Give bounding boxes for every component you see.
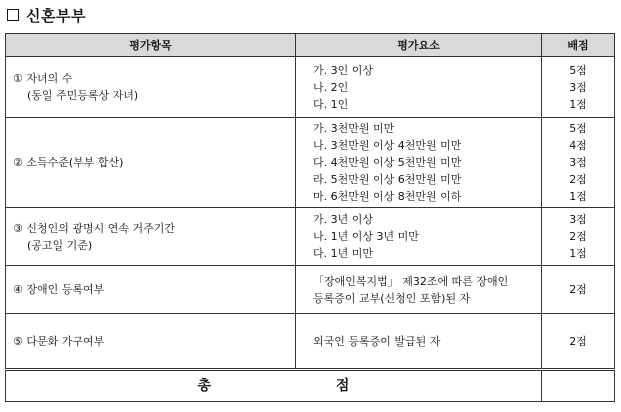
table-row — [6, 118, 615, 208]
table-row — [6, 266, 615, 314]
element-line: 라. 5천만원 이상 6천만원 미만 — [313, 173, 462, 186]
score-cell — [542, 208, 615, 266]
score-cell — [542, 57, 615, 118]
element-line: 「장애인복지법」 제32조에 따른 장애인 — [313, 274, 509, 288]
element-cell — [296, 314, 542, 370]
element-line: 나. 3천만원 이상 4천만원 미만 — [313, 139, 462, 152]
item-cell — [6, 208, 296, 266]
item-cell — [6, 266, 296, 314]
element-line: 가. 3년 이상 — [313, 213, 373, 226]
score-value: 3점 — [569, 80, 587, 94]
score-value: 5점 — [569, 63, 587, 77]
score-cell — [542, 266, 615, 314]
element-line: 마. 6천만원 이상 8천만원 이하 — [313, 190, 462, 203]
element-line: 다. 1년 미만 — [313, 247, 373, 260]
total-label: 총 점 — [6, 370, 542, 402]
element-line: 다. 1인 — [313, 97, 349, 111]
score-value: 2점 — [569, 334, 587, 348]
score-value: 3점 — [569, 156, 587, 169]
score-value: 1점 — [569, 247, 587, 260]
header-item: 평가항목 — [6, 34, 296, 57]
item-name: ② 소득수준(부부 합산) — [13, 156, 124, 169]
section-title — [7, 4, 86, 26]
item-cell — [6, 118, 296, 208]
element-line: 등록증이 교부(신청인 포함)된 자 — [313, 291, 471, 305]
score-value: 3점 — [569, 213, 587, 226]
element-line: 가. 3천만원 미만 — [313, 122, 395, 135]
score-value: 2점 — [569, 283, 587, 296]
table-row — [6, 57, 615, 118]
element-cell — [296, 266, 542, 314]
element-cell — [296, 57, 542, 118]
item-name: ④ 장애인 등록여부 — [13, 283, 105, 296]
score-cell — [542, 118, 615, 208]
item-cell — [6, 57, 296, 118]
score-value: 1점 — [569, 97, 587, 111]
item-note: (동일 주민등록상 자녀) — [27, 89, 139, 102]
item-name: ③ 신청인의 광명시 연속 거주기간 — [13, 221, 175, 235]
checkbox-square-icon — [7, 9, 19, 21]
score-cell — [542, 314, 615, 370]
table-header-row — [6, 34, 615, 57]
score-value: 5점 — [569, 122, 587, 135]
total-score-cell — [542, 370, 615, 402]
element-line: 외국인 등록증이 발급된 자 — [313, 334, 441, 348]
evaluation-table — [5, 33, 615, 402]
score-value: 1점 — [569, 190, 587, 203]
element-line: 다. 4천만원 이상 5천만원 미만 — [313, 156, 462, 169]
element-cell — [296, 208, 542, 266]
total-row — [6, 370, 615, 402]
score-value: 2점 — [569, 230, 587, 243]
header-element: 평가요소 — [296, 34, 542, 57]
table-row — [6, 314, 615, 370]
element-cell — [296, 118, 542, 208]
element-line: 가. 3인 이상 — [313, 63, 373, 77]
score-value: 4점 — [569, 139, 587, 152]
section-title-text: 신혼부부 — [26, 6, 86, 25]
item-name: ⑤ 다문화 가구여부 — [13, 334, 105, 348]
table-row — [6, 208, 615, 266]
item-name: ① 자녀의 수 — [13, 72, 73, 85]
score-value: 2점 — [569, 173, 587, 186]
element-line: 나. 1년 이상 3년 미만 — [313, 230, 419, 243]
item-note: (공고일 기준) — [27, 238, 93, 252]
item-cell — [6, 314, 296, 370]
header-score: 배점 — [542, 34, 615, 57]
element-line: 나. 2인 — [313, 80, 349, 94]
